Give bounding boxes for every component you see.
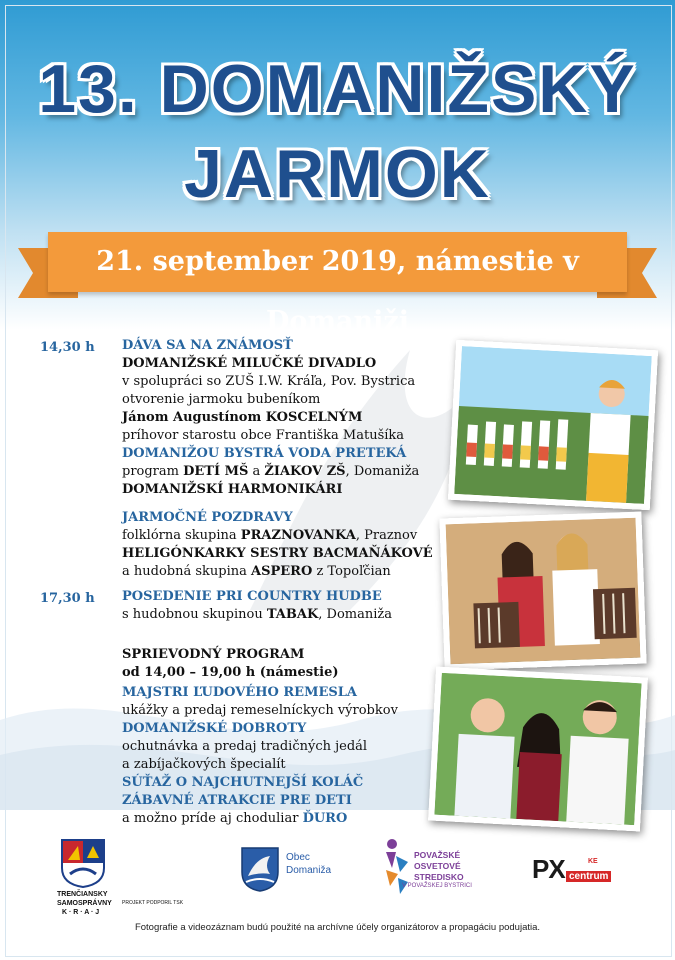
block6-line1: ukážky a predaj remeselníckych výrobkov — [122, 703, 398, 718]
block3-text-a: folklórna skupina — [122, 528, 241, 543]
px-logo-text: PX — [532, 854, 565, 884]
block6-line3: a zabíjačkových špecialít — [122, 757, 286, 772]
obec-text-1: Obec — [286, 852, 310, 863]
photo-children-drawing — [454, 346, 651, 504]
photo-heligonka-sisters — [439, 512, 646, 671]
logos-bar — [0, 830, 675, 920]
block1-line5: príhovor starostu obce Františka Matušíka — [122, 428, 405, 443]
tsk-project-note: PROJEKT PODPORIL TSK — [122, 900, 184, 906]
block4-text-c: , Domaniža — [318, 607, 392, 622]
block2-text-a: program — [122, 464, 184, 479]
block6-heading-4: ZÁBAVNÉ ATRAKCIE PRE DETI — [122, 793, 352, 808]
date-ribbon-text: 21. september 2019, námestie v Domaniži — [96, 246, 579, 337]
block5-heading: SPRIEVODNÝ PROGRAM — [122, 647, 305, 662]
block6-text-b: ĎURO — [302, 811, 348, 826]
tsk-text-3: K · R · A · J — [62, 909, 100, 916]
photo-band-drawing — [434, 673, 641, 825]
block6-heading-3: SÚŤAŽ O NAJCHUTNEJŠÍ KOLÁČ — [122, 775, 364, 790]
time-17-30: 17,30 h — [40, 591, 95, 606]
pos-text-1: POVAŽSKÉ — [414, 850, 461, 860]
px-logo-centrum: centrum — [566, 871, 611, 882]
title-line-1: 13. DOMANIŽSKÝ — [38, 51, 637, 127]
block5-line1: od 14,00 – 19,00 h (námestie) — [122, 665, 339, 680]
block3-text-f: z Topoľčian — [312, 564, 391, 579]
block4-heading: POSEDENIE PRI COUNTRY HUDBE — [122, 589, 382, 604]
block6-heading-1: MAJSTRI ĽUDOVÉHO REMESLA — [122, 685, 357, 700]
program-block-4 — [122, 588, 392, 624]
pos-text-4: V POVAŽSKEJ BYSTRICI — [402, 883, 472, 889]
program-block-2 — [122, 445, 419, 499]
tsk-text-1: TRENČIANSKY — [57, 891, 108, 898]
block3-text-e: ASPERO — [251, 564, 313, 579]
block2-heading: DOMANIŽOU BYSTRÁ VODA PRETEKÁ — [122, 446, 407, 461]
block2-text-d: ŽIAKOV ZŠ — [264, 464, 346, 479]
block4-text-b: TABAK — [266, 607, 319, 622]
program-block-1 — [122, 337, 415, 445]
block1-line2: v spolupráci so ZUŠ I.W. Kráľa, Pov. Bystrica — [122, 374, 416, 389]
pos-text-2: OSVETOVÉ — [414, 861, 461, 871]
px-logo-ke: KE — [588, 858, 598, 865]
pos-text-3: STREDISKO — [414, 872, 464, 882]
obec-text-2: Domaniža — [286, 865, 332, 876]
block3-text-d: a hudobná skupina — [122, 564, 252, 579]
block6-text-a: a možno príde aj choduliar — [122, 811, 303, 826]
program-block-5 — [122, 646, 339, 682]
footer-note: Fotografie a videozáznam budú použité na archívne účely organizátorov a propagáciu podujatia. — [134, 922, 541, 933]
block2-line2: DOMANIŽSKÍ HARMONIKÁRI — [122, 482, 343, 497]
tsk-coat-of-arms-icon — [60, 838, 106, 888]
block4-text-a: s hudobnou skupinou — [122, 607, 267, 622]
block3-heading: JARMOČNÉ POZDRAVY — [122, 510, 293, 525]
block6-heading-2: DOMANIŽSKÉ DOBROTY — [122, 721, 307, 736]
program-block-6 — [122, 684, 398, 828]
block1-heading: DÁVA SA NA ZNÁMOSŤ — [122, 338, 293, 353]
block2-text-c: a — [248, 464, 265, 479]
block1-line4: Jánom Augustínom KOSCELNÝM — [122, 410, 363, 425]
photo-children-folklore — [448, 340, 658, 510]
time-14-30: 14,30 h — [40, 340, 95, 355]
photo-sisters-drawing — [446, 518, 641, 665]
block6-line2: ochutnávka a predaj tradičných jedál — [122, 739, 368, 754]
title-line-2: JARMOK — [184, 136, 491, 212]
block3-text-c: , Praznov — [355, 528, 418, 543]
domaniza-coat-of-arms-icon — [240, 846, 280, 892]
block3-line2: HELIGÓNKARKY SESTRY BACMAŇÁKOVÉ — [122, 546, 433, 561]
block1-line1: DOMANIŽSKÉ MILUČKÉ DIVADLO — [122, 356, 377, 371]
block2-text-b: DETÍ MŠ — [183, 464, 249, 479]
program-block-3 — [122, 509, 433, 581]
tsk-text-2: SAMOSPRÁVNY — [57, 900, 112, 907]
photo-aspero-band — [428, 667, 648, 832]
block1-line3: otvorenie jarmoku bubeníkom — [122, 392, 321, 407]
block3-text-b: PRAZNOVANKA — [240, 528, 356, 543]
block2-text-e: , Domaniža — [345, 464, 420, 479]
